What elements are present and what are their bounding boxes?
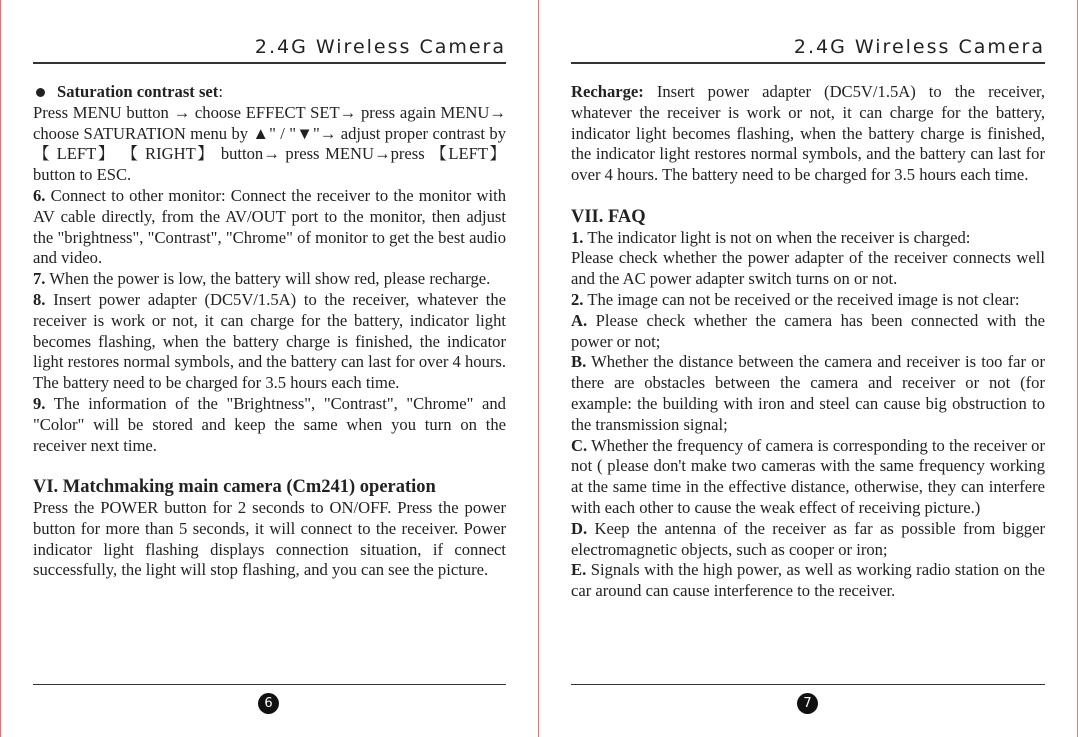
left-page-body [33, 82, 506, 581]
page-number-badge: 7 [797, 693, 818, 714]
item-text: Insert power adapter (DC5V/1.5A) to the receiver, whatever the receiver is work or not, it can charge for the battery, indicator light becomes flashing, when the battery charge is finished, the indicator light restores normal symbols, and the battery can last for over 4 hours. The battery need to be charged for 3.5 hours each time. [33, 289, 506, 393]
answer-text: Keep the antenna of the receiver as far as possible from bigger electromagnetic objects, such as cooper or iron; [571, 518, 1045, 559]
item-8 [33, 290, 506, 394]
item-number: 9. [33, 393, 46, 413]
answer-text: Please check whether the camera has been connected with the power or not; [571, 310, 1045, 351]
item-number: 8. [33, 289, 46, 309]
answer-text: Whether the frequency of camera is corresponding to the receiver or not ( please don't make two cameras with the same frequency working at the same time in the effective distance, otherwise, they can interfere with each other to cause the weak effect of receiving picture.) [571, 435, 1045, 517]
faq-q2 [571, 290, 1045, 311]
page-header-title: 2.4G Wireless Camera [793, 36, 1045, 58]
item-9 [33, 394, 506, 456]
saturation-colon: : [218, 82, 223, 101]
page-fold-line [538, 0, 539, 737]
footer-rule [571, 684, 1045, 685]
answer-d [571, 519, 1045, 561]
item-text: The information of the "Brightness", "Contrast", "Chrome" and "Color" will be stored and keep the same when you turn on the receiver next time. [33, 393, 506, 455]
answer-label: B. [571, 352, 587, 372]
answer-text: Whether the distance between the camera and receiver is too far or there are obstacles between the camera and receiver or not (for example: the building with iron and steel can cause big obstruction to the transmission signal; [571, 352, 1045, 434]
answer-text: Signals with the high power, as well as working radio station on the car around can cause interference to the receiver. [571, 560, 1045, 601]
faq-title: VII. FAQ [571, 206, 646, 227]
page-number-badge: 6 [258, 693, 279, 714]
section-vi-title: VI. Matchmaking main camera (Cm241) operation [33, 477, 436, 498]
recharge-text: Insert power adapter (DC5V/1.5A) to the receiver, whatever the receiver is work or not, it can charge for the battery, indicator light becomes flashing, when the battery charge is finished, the indicator light restores normal symbols, and the battery can last for over 4 hours. The battery need to be charged for 3.5 hours each time. [571, 82, 1045, 185]
question-number: 2. [571, 289, 584, 309]
right-page-body [571, 82, 1045, 602]
answer-label: D. [571, 518, 588, 538]
item-7 [33, 269, 506, 290]
item-number: 7. [33, 269, 46, 289]
page-edge-left [0, 0, 1, 737]
saturation-paragraph [33, 82, 506, 186]
page-header-title: 2.4G Wireless Camera [254, 36, 506, 58]
right-page [571, 0, 1045, 737]
spacer [33, 456, 506, 477]
question-text: The image can not be received or the received image is not clear: [587, 289, 1020, 309]
answer-label: A. [571, 310, 588, 330]
item-text: When the power is low, the battery will show red, please recharge. [49, 269, 491, 289]
answer-b [571, 352, 1045, 435]
header-rule [33, 62, 506, 64]
answer-label: C. [571, 435, 588, 455]
left-page [33, 0, 506, 737]
answer-c [571, 436, 1045, 519]
spacer [571, 186, 1045, 207]
question-text: The indicator light is not on when the receiver is charged: [587, 227, 971, 247]
item-number: 6. [33, 185, 46, 205]
section-vi-text: Press the POWER button for 2 seconds to ON/OFF. Press the power button for more than 5 seconds, it will connect to the receiver. Power indicator light flashing displays connection situation, if connect successfully, the light will stop flashing, and you can see the picture. [33, 497, 506, 580]
faq-q1-answer: Please check whether the power adapter of the receiver connects well and the AC power adapter switch turns on or not. [571, 248, 1045, 289]
answer-a [571, 311, 1045, 353]
faq-q1 [571, 228, 1045, 249]
recharge-paragraph [571, 82, 1045, 186]
footer-rule [33, 684, 506, 685]
answer-e [571, 560, 1045, 602]
header-rule [571, 62, 1045, 64]
item-text: Connect to other monitor: Connect the receiver to the monitor with AV cable directly, from the AV/OUT port to the monitor, then adjust the "brightness", "Contrast", "Chrome" of monitor to get the best audio and video. [33, 185, 506, 268]
answer-label: E. [571, 560, 587, 580]
recharge-label: Recharge: [571, 82, 644, 101]
item-6 [33, 186, 506, 269]
saturation-text: Press MENU button → choose EFFECT SET→ press again MENU→ choose SATURATION menu by ▲" / "▼"→ adjust proper contrast by【 LEFT】 【 RIGHT】 button→ press MENU→press 【LEFT】button to ESC. [33, 102, 506, 185]
saturation-title: Saturation contrast set [57, 82, 219, 101]
bullet-icon [36, 88, 45, 97]
question-number: 1. [571, 227, 584, 247]
